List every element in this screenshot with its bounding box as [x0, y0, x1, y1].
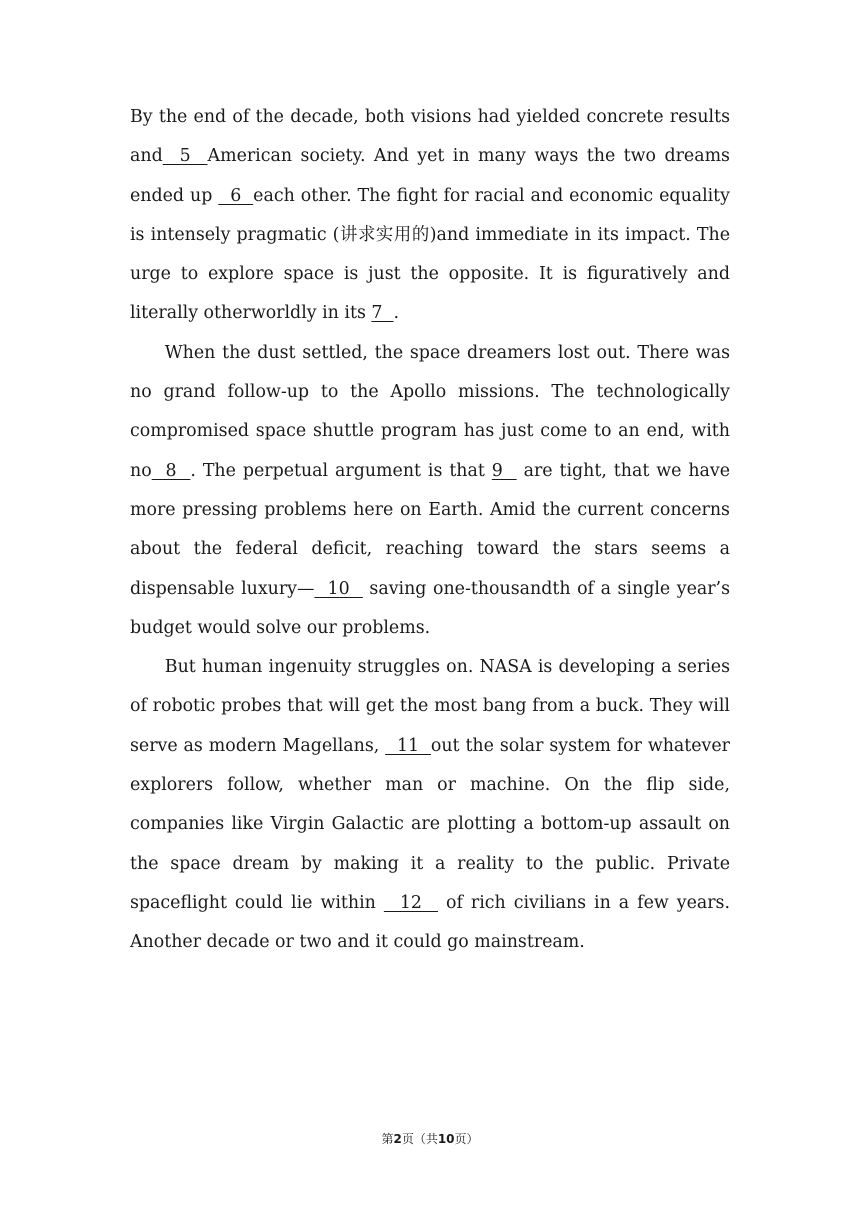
footer-total-pages: 10 — [437, 1132, 455, 1146]
blank-7: 7 — [371, 303, 394, 324]
page-footer — [0, 1131, 860, 1147]
paragraph-text: By the end of the decade, both visions had yielded concrete results and — [130, 107, 730, 167]
document-body — [130, 98, 730, 963]
paragraph-text: each other. The fight for racial and economic equality is intensely pragmatic (讲求实用的)and immediate in its impact. The urge to explore space is just the opposite. It is figuratively and literally otherworldly in its — [130, 185, 730, 324]
footer-prefix: 第 — [381, 1132, 394, 1146]
paragraph-text: . — [393, 303, 400, 324]
blank-10: 10 — [314, 578, 363, 599]
paragraph-text: American society. And yet in many ways the two dreams ended up — [130, 146, 730, 206]
paragraph-text: When the dust settled, the space dreamers lost out. There was no grand follow-up to the Apollo missions. The technologically compromised space shuttle program has just come to an end, with no — [130, 342, 730, 481]
blank-6: 6 — [218, 185, 254, 206]
blank-8: 8 — [151, 460, 191, 481]
footer-page-number: 2 — [393, 1132, 402, 1146]
paragraph-text: . The perpetual argument is that — [190, 460, 492, 481]
footer-middle: 页（共 — [401, 1132, 438, 1146]
paragraph-1 — [130, 98, 730, 334]
paragraph-2 — [130, 334, 730, 648]
blank-12: 12 — [383, 892, 438, 913]
paragraph-text: are tight, that we have more pressing problems here on Earth. Amid the current concerns about the federal deficit, reaching toward the stars seems a dispensable luxury— — [130, 460, 731, 599]
blank-11: 11 — [385, 735, 431, 756]
paragraph-text: But human ingenuity struggles on. NASA is developing a series of robotic probes that will get the most bang from a buck. They will serve as modern Magellans, — [130, 657, 730, 756]
paragraph-text: of rich civilians in a few years. Another decade or two and it could go mainstream. — [130, 892, 730, 953]
paragraph-3 — [130, 648, 730, 962]
blank-5: 5 — [162, 146, 208, 167]
paragraph-text: saving one-thousandth of a single year’s budget would solve our problems. — [130, 578, 731, 638]
footer-suffix: 页） — [454, 1132, 479, 1146]
blank-9: 9 — [491, 460, 517, 481]
paragraph-text: out the solar system for whatever explorers follow, whether man or machine. On the flip side, companies like Virgin Galactic are plotting a bottom-up assault on the space dream by making it a reality to the public. Private spaceflight could lie within — [130, 735, 730, 913]
